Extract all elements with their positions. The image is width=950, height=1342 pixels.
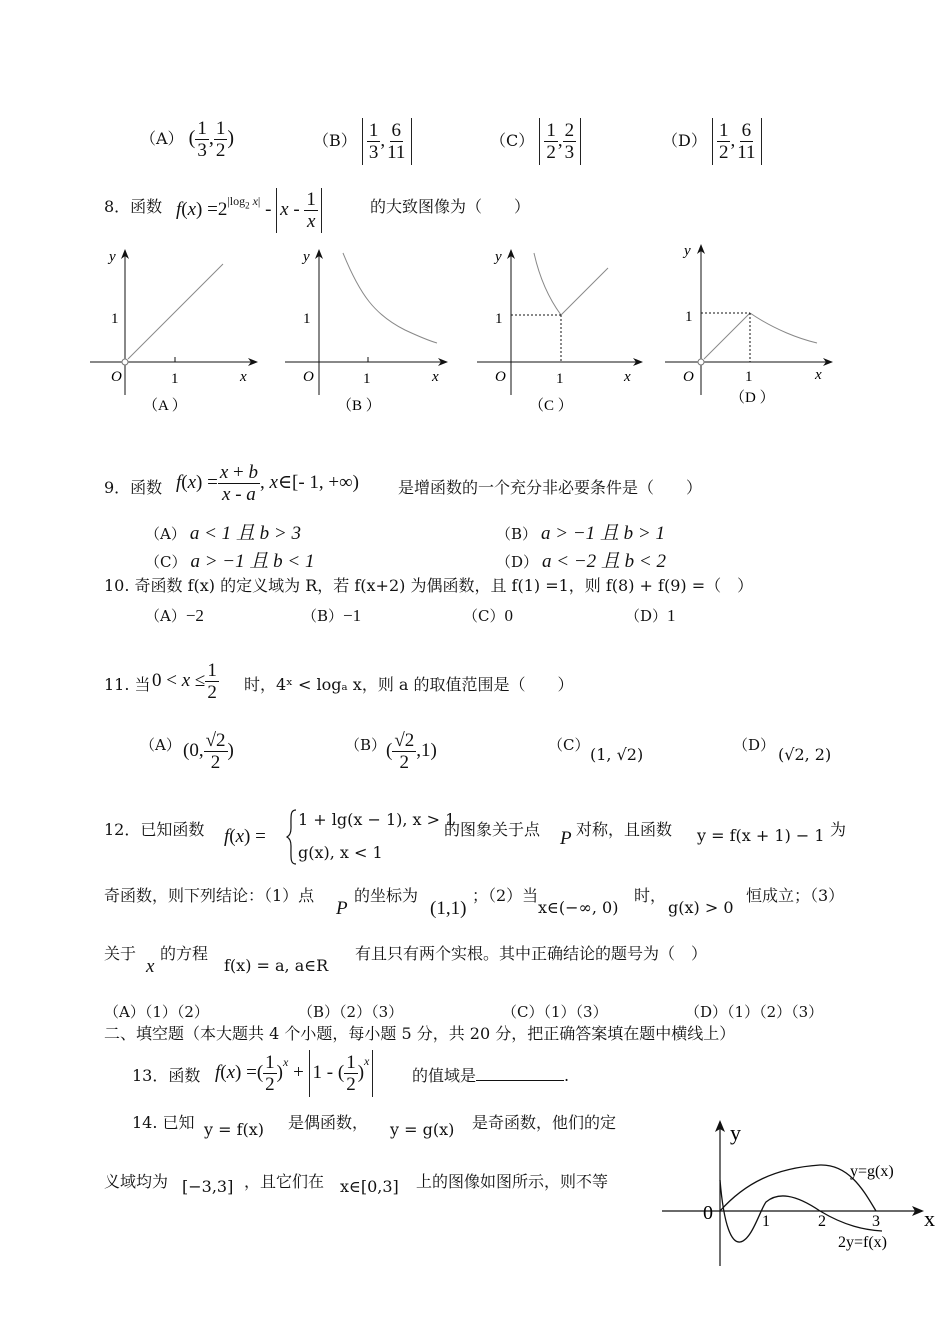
q11-a-expr: (0, $\frac{√2}{2}$ )	[183, 730, 234, 773]
x-axis-label: x	[924, 1206, 935, 1231]
q12-option-a: （A）（1）（2）	[104, 1003, 209, 1021]
q12-point-p-2: P	[336, 898, 348, 919]
q7-c-expr: $\frac{1}{2}$ , $\frac{2}{3}$	[539, 118, 581, 165]
q12-line1-c: 对称，且函数	[576, 820, 673, 839]
q12-eqn: f(x) = a, a∈R	[224, 956, 329, 975]
graph-c-line	[561, 268, 608, 315]
q12-f-def: f(x) =	[224, 826, 266, 847]
x-axis-label: x	[240, 369, 247, 385]
q7-a-expr: ( $\frac{1}{3}$ , $\frac{1}{2}$ )	[188, 118, 234, 161]
q12-piece2: g(x), x < 1	[298, 843, 383, 862]
q14-f: y = f(x)	[204, 1120, 265, 1139]
q9-option-b: （B） a > −1 且 b > 1	[496, 523, 665, 544]
q11-c-expr: (1, √2)	[590, 745, 644, 764]
q14-e: ，且它们在	[244, 1172, 325, 1191]
q12-ineq: g(x) > 0	[668, 898, 734, 917]
y-axis-label: y	[730, 1120, 741, 1145]
q11-option-b: （B）	[345, 736, 387, 754]
option-label: （B）	[313, 131, 357, 150]
q12-option-c: （C）（1）（3）	[502, 1003, 608, 1021]
origin-label: O	[111, 369, 122, 385]
graph-a-line	[128, 264, 223, 359]
q12-line1-d: 为	[830, 820, 847, 839]
q12-domain: x∈(−∞, 0)	[538, 898, 619, 917]
q12-piece1: 1 + lg(x − 1), x > 1	[298, 810, 456, 829]
tick-1: 1	[762, 1213, 770, 1230]
q9-formula: f(x) = $\frac{x + b}{x - a}$ , x∈[- 1, +∞)	[176, 462, 359, 505]
q9-option-a: （A） a < 1 且 b > 3	[145, 523, 301, 544]
q12-line2-e: 恒成立；（3）	[746, 886, 845, 905]
q7-option-b	[313, 118, 412, 165]
graph-d	[665, 243, 832, 406]
graph-d-label: （D ）	[730, 390, 775, 406]
x-axis-label: x	[432, 369, 439, 385]
q12-option-b: （B）（2）（3）	[298, 1003, 404, 1021]
section-heading: 二、填空题（本大题共 4 个小题，每小题 5 分，共 20 分，把正确答案填在题中横线上）	[104, 1024, 736, 1043]
tick-2: 2	[818, 1213, 826, 1230]
question-number: 8．函数	[104, 197, 163, 216]
option-label: （C）	[490, 131, 535, 150]
graph-b	[285, 249, 447, 414]
graph-d-curve	[750, 313, 817, 343]
q8-formula: $f(x) =2^{|log_2 x|} - x$ - $\frac{1}{x}$	[176, 188, 322, 233]
graph-b-curve	[343, 253, 437, 343]
q12-coord: (1,1)	[430, 898, 467, 919]
origin-label: O	[303, 369, 314, 385]
f-label: 2y=f(x)	[838, 1234, 888, 1251]
q14-f2: 上的图像如图所示，则不等	[416, 1172, 609, 1191]
origin-label: O	[683, 369, 694, 385]
q11-option-d: （D）	[733, 736, 776, 754]
q12-line2-c: ；（2）当	[472, 886, 539, 905]
q11-b-expr: ( $\frac{√2}{2}$ ,1)	[386, 730, 437, 773]
q12-line3-c: 有且只有两个实根。其中正确结论的题号为（ ）	[355, 944, 708, 963]
q11-d-expr: (√2, 2)	[778, 745, 832, 764]
q10-option-a: （A）−2	[145, 606, 204, 625]
y-axis-label: y	[303, 249, 310, 265]
option-label: （D）	[662, 131, 707, 150]
graph-a-label: （A ）	[143, 398, 187, 414]
q14-c: 是奇函数，他们的定	[472, 1113, 617, 1132]
y-axis-label: y	[495, 249, 502, 265]
q10-option-c: （C）0	[463, 606, 513, 625]
q14-interval: x∈[0,3]	[340, 1177, 399, 1196]
q9-option-d: （D） a < −2 且 b < 2	[496, 551, 666, 572]
tick-x: 1	[745, 369, 753, 385]
q11-text: 时，4ˣ < logₐ x，则 a 的取值范围是（ ）	[244, 675, 574, 694]
q10-option-d: （D）1	[625, 606, 676, 625]
q10-stem: 10. 奇函数 f(x) 的定义域为 R，若 f(x+2) 为偶函数，且 f(1) =1，则 f(8) + f(9) =（ ）	[104, 576, 754, 595]
q12-option-d: （D）（1）（2）（3）	[685, 1003, 824, 1021]
tick-y: 1	[495, 311, 503, 327]
g-label: y=g(x)	[850, 1163, 894, 1180]
q11-option-c: （C）	[548, 736, 590, 754]
q7-b-expr: $\frac{1}{3}$ , $\frac{6}{11}$	[362, 118, 413, 165]
q13-tail: 的值域是 .	[412, 1066, 570, 1085]
option-label: （A）	[140, 129, 184, 149]
origin-label: 0	[703, 1202, 713, 1224]
tick-x: 1	[363, 371, 371, 387]
tick-x: 1	[171, 371, 179, 387]
q9-option-c: （C） a > −1 且 b < 1	[145, 551, 315, 572]
q12-line2-d: 时，	[634, 886, 667, 905]
graph-a	[90, 249, 257, 414]
tick-y: 1	[111, 311, 119, 327]
q14-d: 义域均为	[104, 1172, 169, 1191]
tick-y: 1	[685, 309, 693, 325]
q12-line1-b: 的图象关于点	[444, 820, 541, 839]
answer-blank[interactable]	[476, 1066, 564, 1081]
q7-option-c	[490, 118, 581, 165]
graph-c	[477, 249, 642, 414]
q9-tail: 是增函数的一个充分非必要条件是（ ）	[398, 478, 703, 497]
q14-g: y = g(x)	[390, 1120, 455, 1139]
q11-option-a: （A）	[140, 736, 181, 754]
q14-dom: [−3,3]	[182, 1177, 234, 1196]
q12-line2-b: 的坐标为	[354, 886, 419, 905]
q7-d-expr: $\frac{1}{2}$ , $\frac{6}{11}$	[712, 118, 763, 165]
tick-y: 1	[303, 311, 311, 327]
graph-b-label: （B ）	[337, 398, 381, 414]
y-axis-label: y	[684, 243, 691, 259]
q13-formula: f(x) =( $\frac{1}{2}$ )$^x$ + 1 - ( $\frac{1}{2}$ )$^x$	[215, 1050, 373, 1097]
graph-c-curve	[534, 253, 561, 315]
graph-c-label: （C ）	[529, 398, 573, 414]
q12-point-p: P	[560, 828, 572, 849]
x-axis-label: x	[624, 369, 631, 385]
y-axis-label: y	[109, 249, 116, 265]
q11-condition: 0 < x ≤ $\frac{1}{2}$	[152, 660, 217, 703]
q14-b: 是偶函数，	[288, 1113, 369, 1132]
hollow-point	[122, 359, 128, 365]
q8-stem	[104, 197, 162, 217]
q7-option-d	[662, 118, 762, 165]
q12-line3-b: 的方程	[160, 944, 209, 963]
q11-number: 11. 当	[104, 675, 151, 694]
tick-3: 3	[872, 1213, 880, 1230]
q9-number: 9．函数	[104, 478, 163, 497]
q12-func2: y = f(x + 1) − 1	[697, 826, 825, 845]
graph-d-line	[704, 313, 750, 359]
x-axis-label: x	[815, 367, 822, 383]
q7-option-a	[140, 118, 234, 161]
q14-figure	[660, 1118, 945, 1273]
q8-graphs	[85, 235, 865, 425]
left-brace	[286, 808, 298, 866]
q8-tail: 的大致图像为（ ）	[370, 197, 531, 216]
hollow-point	[698, 359, 704, 365]
origin-label: O	[495, 369, 506, 385]
tick-x: 1	[556, 371, 564, 387]
q10-option-b: （B）−1	[302, 606, 362, 625]
q14-a: 14. 已知	[132, 1113, 195, 1132]
q13-number: 13．函数	[132, 1066, 201, 1085]
q12-var-x: x	[146, 956, 155, 977]
q12-line2-a: 奇函数，则下列结论：（1）点	[104, 886, 315, 905]
q12-line1-a: 12．已知函数	[104, 820, 205, 839]
q12-line3-a: 关于	[104, 944, 137, 963]
